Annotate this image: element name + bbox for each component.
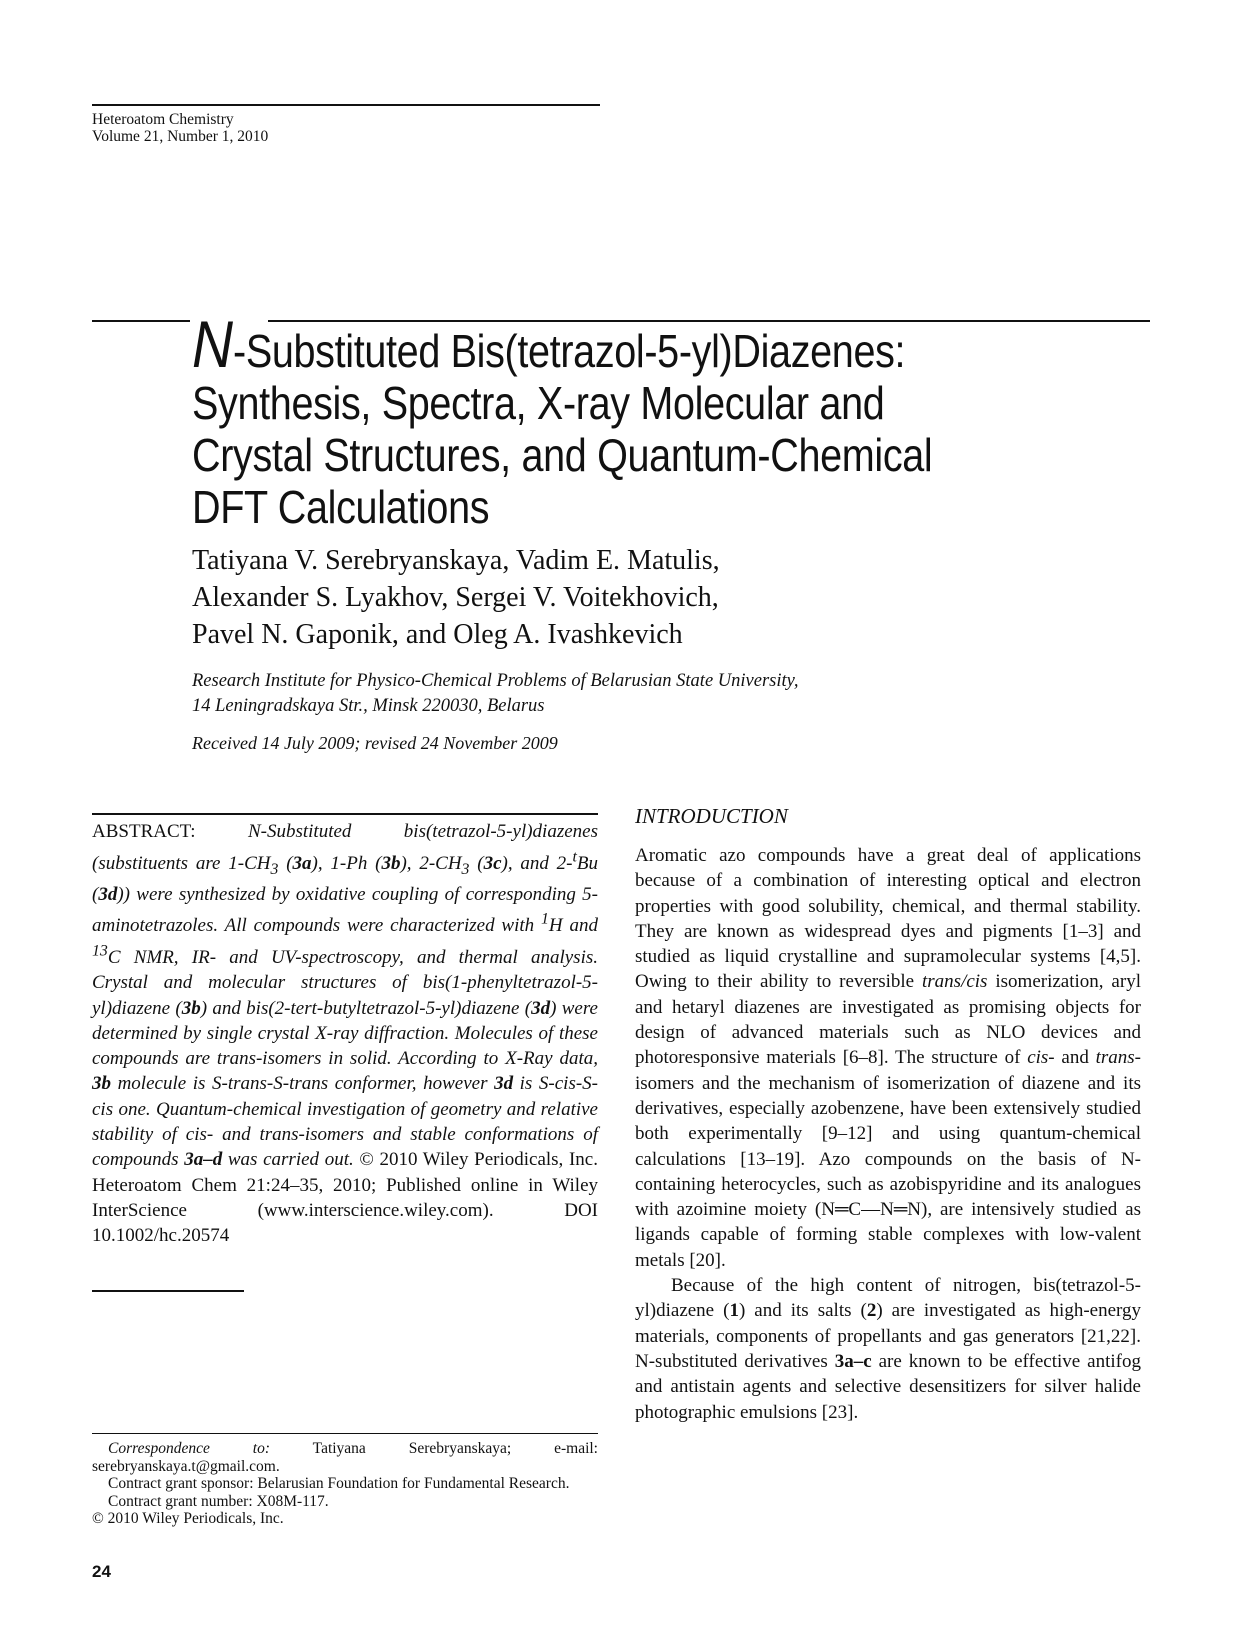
title-rule-left bbox=[92, 320, 190, 322]
footnote-grant: Contract grant number: X08M-117. bbox=[108, 1492, 329, 1510]
received-dates: Received 14 July 2009; revised 24 November 2009 bbox=[192, 733, 558, 753]
introduction-body bbox=[635, 843, 1141, 1425]
authors-line-2: Alexander S. Lyakhov, Sergei V. Voitekhovich, bbox=[192, 582, 719, 613]
footnote-copyright: © 2010 Wiley Periodicals, Inc. bbox=[92, 1510, 284, 1527]
affiliation bbox=[192, 669, 798, 719]
abstract bbox=[92, 813, 598, 1249]
journal-header bbox=[92, 104, 600, 145]
authors-line-3: Pavel N. Gaponik, and Oleg A. Ivashkevich bbox=[192, 619, 683, 650]
article-title bbox=[192, 307, 1026, 533]
affiliation-line-1: Research Institute for Physico-Chemical Problems of Belarusian State University, bbox=[192, 671, 799, 691]
title-n-letter: N bbox=[192, 307, 233, 381]
introduction-paragraph-1: Aromatic azo compounds have a great deal of applications because of a combination of interesting optical and electron properties with good solubility, chemical, and thermal stability. They are known as widespread dyes and pigments [1–3] and studied as liquid crystalline and supramolecular systems [4,5]. Owing to their ability to reversible trans/cis isomerization, aryl and hetaryl diazenes are investigated as promising objects for design of advanced materials such as NLO devices and photoresponsive materials [6–8]. The structure of cis- and trans-isomers and the mechanism of isomerization of diazene and its derivatives, especially azobenzene, have been extensively studied both experimentally [9–12] and using quantum-chemical calculations [13–19]. Azo compounds on the basis of N-containing heterocycles, such as azobispyridine and its analogues with azoimine moiety (N═C—N═N), are intensively studied as ligands capable of forming stable complexes with low-valent metals [20]. bbox=[635, 845, 1141, 1271]
introduction-heading: INTRODUCTION bbox=[635, 804, 788, 828]
affiliation-line-2: 14 Leningradskaya Str., Minsk 220030, Belarus bbox=[192, 696, 545, 716]
title-line-4: DFT Calculations bbox=[192, 481, 490, 533]
title-line-3: Crystal Structures, and Quantum-Chemical bbox=[192, 429, 933, 481]
title-line-2: Synthesis, Spectra, X-ray Molecular and bbox=[192, 377, 885, 429]
journal-name: Heteroatom Chemistry bbox=[92, 111, 234, 128]
authors-line-1: Tatiyana V. Serebryanskaya, Vadim E. Matulis, bbox=[192, 545, 720, 576]
page-number: 24 bbox=[92, 1562, 111, 1581]
introduction-paragraph-2: Because of the high content of nitrogen, bis(tetrazol-5-yl)diazene (1) and its salts (2) are investigated as high-energy materials, components of propellants and gas generators [21,22]. N-substituted derivatives 3a–c are known to be effective antifog and antistain agents and selective desensitizers for silver halide photographic emulsions [23]. bbox=[635, 1275, 1141, 1423]
abstract-body: N-Substituted bis(tetrazol-5-yl)diazenes (substituents are $1-CH_3$ (3a), 1-Ph (3b), $2-CH_3$ (3c), and 2-$^t$Bu (3d)) were synthesized by oxidative coupling of corresponding 5-aminotetrazoles. All compounds were characterized with $^1$H and $^{13}$C NMR, IR- and UV-spectroscopy, and thermal analysis. Crystal and molecular structures of bis(1-phenyltetrazol-5-yl)diazene (3b) and bis(2-tert-butyltetrazol-5-yl)diazene (3d) were determined by single crystal X-ray diffraction. Molecules of these compounds are trans-isomers in solid. According to X-Ray data, 3b molecule is S-trans-S-trans conformer, however 3d is S-cis-S-cis one. Quantum-chemical investigation of geometry and relative stability of cis- and trans-isomers and stable conformations of compounds 3a–d was carried out. bbox=[92, 821, 599, 1171]
title-line-1-rest: -Substituted Bis(tetrazol-5-yl)Diazenes: bbox=[232, 325, 906, 377]
abstract-end-rule bbox=[92, 1290, 244, 1292]
footnotes bbox=[92, 1433, 598, 1528]
abstract-copyright: © 2010 Wiley Periodicals, Inc. Heteroatom Chem 21:24–35, 2010; Published online in Wiley InterScience (www.interscience.wiley.com). DOI 10.1002/hc.20574 bbox=[92, 1149, 598, 1247]
title-line-1 bbox=[192, 307, 1026, 381]
journal-volume: Volume 21, Number 1, 2010 bbox=[92, 128, 269, 145]
authors bbox=[192, 542, 720, 653]
footnote-correspondence: Correspondence to: Tatiyana Serebryanskaya; e-mail: serebryanskaya.t@gmail.com. bbox=[92, 1440, 598, 1475]
abstract-label: ABSTRACT: bbox=[92, 821, 196, 842]
footnote-sponsor: Contract grant sponsor: Belarusian Foundation for Fundamental Research. bbox=[108, 1475, 570, 1492]
